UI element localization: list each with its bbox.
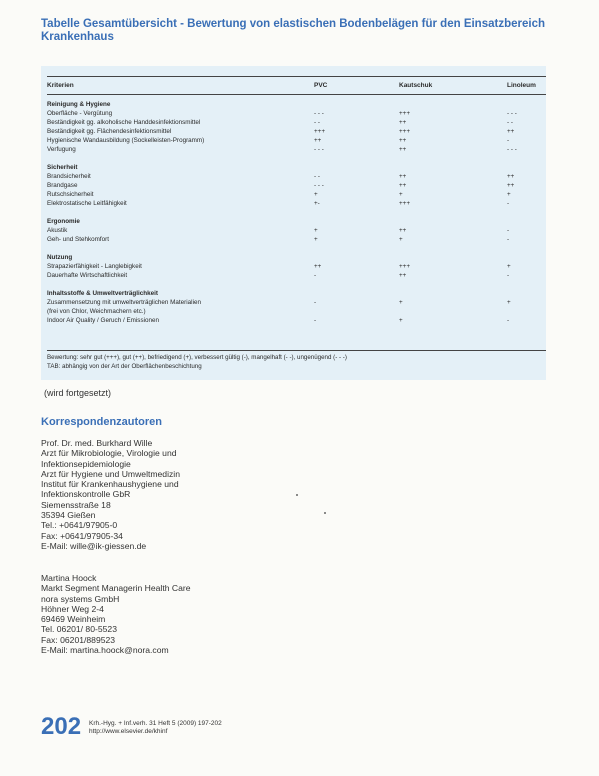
author1-email: E-Mail: wille@ik-giessen.de: [41, 540, 147, 551]
cell-kautschuk: +: [399, 299, 403, 306]
author2-line: Martina Hoock: [41, 573, 97, 583]
cell-linoleum: - - -: [507, 110, 517, 117]
cell-pvc: - - -: [314, 182, 324, 189]
scan-speck: [324, 512, 326, 514]
footnote-rating: Bewertung: sehr gut (+++), gut (++), befriedigend (+), verbessert gültig (-), mangelhaft (- -), ungenügend (- - -): [47, 354, 347, 361]
table-row: [47, 118, 546, 127]
table-row: [47, 109, 546, 118]
cell-kautschuk: +: [399, 236, 403, 243]
cell-pvc: +: [314, 191, 318, 198]
cell-pvc: -: [314, 299, 317, 306]
cell-pvc: -: [314, 272, 317, 279]
cell-criterion: Verfugung: [47, 146, 76, 153]
table-row: [47, 235, 546, 244]
author2-line: 69469 Weinheim: [41, 614, 106, 625]
cell-kautschuk: ++: [399, 119, 407, 126]
footnote-divider: [47, 350, 546, 351]
author2-line: nora systems GmbH: [41, 593, 120, 604]
table-row: [47, 226, 546, 235]
cell-linoleum: ++: [507, 182, 515, 189]
cell-criterion: Oberfläche - Vergütung: [47, 110, 113, 117]
cell-linoleum: ++: [507, 173, 515, 180]
section-label: Nutzung: [47, 254, 73, 261]
cell-kautschuk: ++: [399, 146, 407, 153]
table-title: Tabelle Gesamtübersicht - Bewertung von elastischen Bodenbelägen für den Einsatzbereich Krankenhaus: [41, 18, 545, 43]
header-linoleum: Linoleum: [507, 82, 536, 89]
table-row: [47, 262, 546, 271]
cell-pvc: ++: [314, 263, 322, 270]
cell-kautschuk: ++: [399, 227, 407, 234]
cell-criterion: Brandgase: [47, 182, 78, 189]
cell-linoleum: +: [507, 299, 511, 306]
table-row: [47, 316, 546, 325]
author2-email: E-Mail: martina.hoock@nora.com: [41, 645, 169, 656]
table-row: [47, 172, 546, 181]
cell-linoleum: - -: [507, 119, 513, 126]
scan-speck: [296, 494, 298, 496]
journal-citation: [89, 720, 222, 736]
cell-criterion: Indoor Air Quality / Geruch / Emissionen: [47, 317, 159, 324]
cell-linoleum: -: [507, 137, 510, 144]
journal-line: Krh.-Hyg. + Inf.verh. 31 Heft 5 (2009) 197-202: [89, 720, 222, 727]
table-row: [47, 298, 546, 307]
correspondence-heading: Korrespondenzautoren: [41, 416, 163, 428]
comparison-table: [41, 66, 546, 380]
continued-note: (wird fortgesetzt): [44, 388, 112, 398]
cell-criterion: Akustik: [47, 227, 68, 234]
cell-kautschuk: ++: [399, 182, 407, 189]
cell-linoleum: - - -: [507, 146, 517, 153]
section-heading: [47, 217, 546, 226]
cell-linoleum: +: [507, 263, 511, 270]
table-row: [47, 145, 546, 154]
cell-criterion: Geh- und Stehkomfort: [47, 236, 109, 243]
author1-line: Infektionsepidemiologie: [41, 458, 131, 469]
cell-kautschuk: +++: [399, 128, 411, 135]
section-label: Sicherheit: [47, 164, 78, 171]
section-heading: [47, 253, 546, 262]
author1-line: Institut für Krankenhaushygiene und: [41, 479, 179, 490]
header-pvc: PVC: [314, 82, 328, 89]
author2-address: [41, 573, 301, 655]
cell-pvc: +-: [314, 200, 320, 207]
cell-criterion: Brandsicherheit: [47, 173, 91, 180]
table-row: [47, 271, 546, 280]
cell-pvc: - -: [314, 119, 320, 126]
cell-pvc: +++: [314, 128, 326, 135]
cell-pvc: -: [314, 317, 317, 324]
author1-line: Arzt für Hygiene und Umweltmedizin: [41, 468, 180, 479]
cell-linoleum: +: [507, 191, 511, 198]
table-row: [47, 199, 546, 208]
author1-line: 35394 Gießen: [41, 510, 96, 521]
cell-linoleum: -: [507, 227, 510, 234]
author1-line: Prof. Dr. med. Burkhard Wille: [41, 438, 153, 448]
cell-linoleum: -: [507, 272, 510, 279]
author1-line: Fax: +0641/97905-34: [41, 530, 123, 541]
section-label: Inhaltsstoffe & Umweltverträglichkeit: [47, 290, 158, 297]
section-heading: [47, 163, 546, 172]
cell-kautschuk: ++: [399, 173, 407, 180]
cell-pvc: +: [314, 227, 318, 234]
cell-pvc: - - -: [314, 110, 324, 117]
table-row: [47, 127, 546, 136]
cell-pvc: - -: [314, 173, 320, 180]
cell-kautschuk: ++: [399, 272, 407, 279]
cell-criterion: Beständigkeit gg. alkoholische Handdesinfektionsmittel: [47, 119, 201, 126]
table-row: [47, 181, 546, 190]
cell-pvc: ++: [314, 137, 322, 144]
cell-criterion: Strapazierfähigkeit - Langlebigkeit: [47, 263, 142, 270]
author1-line: Arzt für Mikrobiologie, Virologie und: [41, 448, 177, 459]
cell-pvc: +: [314, 236, 318, 243]
cell-linoleum: -: [507, 236, 510, 243]
journal-url: http://www.elsevier.de/khinf: [89, 728, 168, 735]
table-row: [47, 136, 546, 145]
header-criteria: Kriterien: [47, 82, 74, 89]
cell-kautschuk: +: [399, 317, 403, 324]
author1-address: [41, 438, 301, 551]
author2-line: Fax: 06201/889523: [41, 634, 116, 645]
section-label: Reinigung & Hygiene: [47, 101, 111, 108]
cell-criterion: Beständigkeit gg. Flächendesinfektionsmittel: [47, 128, 172, 135]
cell-kautschuk: ++: [399, 137, 407, 144]
section-label: Ergonomie: [47, 218, 80, 225]
table-row: [47, 190, 546, 199]
cell-pvc: - - -: [314, 146, 324, 153]
cell-criterion: Zusammensetzung mit umweltverträglichen Materialien: [47, 299, 201, 306]
author2-line: Höhner Weg 2-4: [41, 603, 104, 614]
author2-line: Tel. 06201/ 80-5523: [41, 624, 117, 635]
cell-criterion: Rutschsicherheit: [47, 191, 94, 198]
header-kautschuk: Kautschuk: [399, 82, 433, 89]
section-heading: [47, 100, 546, 109]
cell-linoleum: ++: [507, 128, 515, 135]
table-header: [47, 76, 546, 95]
cell-kautschuk: +++: [399, 200, 411, 207]
footnote-tab: TAB: abhängig von der Art der Oberflächenbeschichtung: [47, 363, 202, 370]
section-heading: [47, 289, 546, 298]
cell-criterion: Dauerhafte Wirtschaftlichkeit: [47, 272, 128, 279]
cell-criterion: Hygienische Wandausbildung (Sockelleisten-Programm): [47, 137, 205, 144]
cell-kautschuk: +: [399, 191, 403, 198]
author2-line: Markt Segment Managerin Health Care: [41, 583, 191, 594]
cell-criterion: (frei von Chlor, Weichmachern etc.): [47, 308, 146, 315]
cell-linoleum: -: [507, 317, 510, 324]
author1-line: Infektionskontrolle GbR: [41, 489, 131, 500]
cell-kautschuk: +++: [399, 110, 411, 117]
cell-criterion: Elektrostatische Leitfähigkeit: [47, 200, 127, 207]
author1-line: Siemensstraße 18: [41, 499, 111, 510]
author1-line: Tel.: +0641/97905-0: [41, 520, 118, 531]
cell-linoleum: -: [507, 200, 510, 207]
table-row: [47, 307, 546, 316]
cell-kautschuk: +++: [399, 263, 411, 270]
page-number: 202: [41, 713, 82, 740]
